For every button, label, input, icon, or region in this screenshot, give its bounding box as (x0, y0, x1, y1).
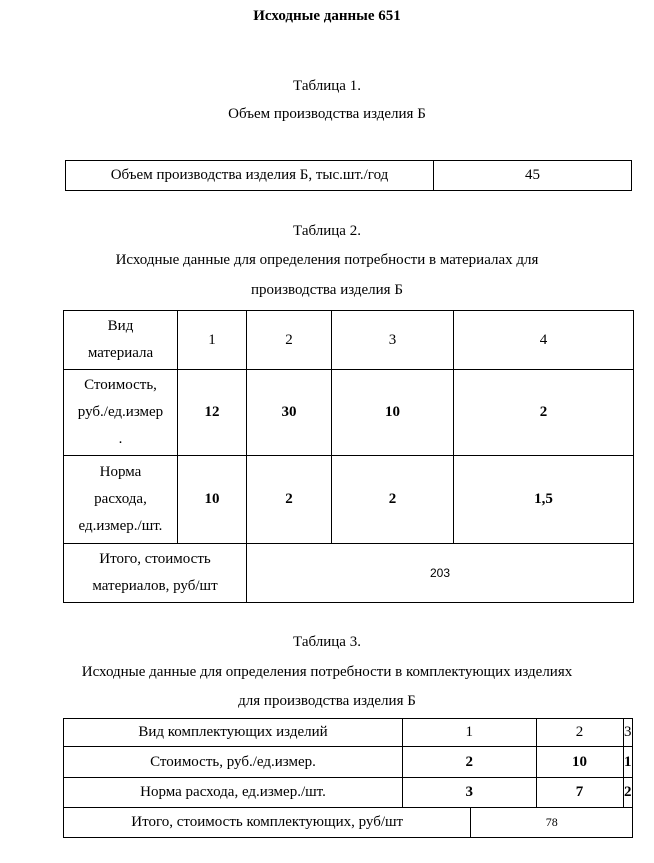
cell: 10 (332, 370, 454, 456)
col-header: 4 (454, 311, 634, 370)
col-header: 3 (332, 311, 454, 370)
row-label: Стоимость, (84, 377, 157, 393)
cell: 2 (623, 778, 632, 808)
col-header: 3 (623, 719, 632, 747)
row-label: материала (87, 345, 154, 361)
row-label: Итого, стоимость (99, 551, 211, 567)
table3-caption: Таблица 3. (293, 634, 361, 650)
cell: 2 (403, 747, 537, 778)
row-label: Норма (99, 464, 142, 480)
total-value: 78 (471, 808, 633, 838)
cell: 2 (247, 456, 332, 544)
table3-heading-1: Исходные данные для определения потребности в комплектующих изделиях (81, 664, 573, 680)
table1-heading: Объем производства изделия Б (228, 106, 426, 122)
col-header: 2 (536, 719, 623, 747)
table-row (64, 778, 633, 808)
row-label: Стоимость, руб./ед.измер. (64, 747, 403, 778)
table3 (63, 718, 633, 838)
row-label: ед.измер./шт. (78, 518, 163, 534)
col-header: 1 (178, 311, 247, 370)
table2-caption: Таблица 2. (293, 223, 361, 239)
table-row (64, 808, 633, 838)
table-row (64, 544, 634, 603)
cell: 2 (454, 370, 634, 456)
cell: 1 (623, 747, 632, 778)
table-row (64, 719, 633, 747)
row-label: Вид (107, 318, 134, 334)
page-title: Исходные данные 651 (253, 8, 401, 24)
cell: 10 (536, 747, 623, 778)
row-label: Вид комплектующих изделий (64, 719, 403, 747)
table2-heading-2: производства изделия Б (251, 282, 403, 298)
cell: 10 (178, 456, 247, 544)
row-label: Итого, стоимость комплектующих, руб/шт (64, 808, 471, 838)
table-row (64, 456, 634, 544)
row-label: руб./ед.измер (77, 404, 164, 420)
row-label: Норма расхода, ед.измер./шт. (64, 778, 403, 808)
table2 (63, 310, 634, 603)
cell: 2 (332, 456, 454, 544)
table-row (64, 370, 634, 456)
table1-caption: Таблица 1. (293, 78, 361, 94)
total-value: 203 (247, 544, 634, 603)
table-row (64, 747, 633, 778)
col-header: 2 (247, 311, 332, 370)
row-label: материалов, руб/шт (92, 578, 218, 594)
table1 (65, 160, 632, 191)
cell: 1,5 (454, 456, 634, 544)
table-row (64, 311, 634, 370)
table1-value: 45 (434, 161, 632, 191)
cell: 3 (403, 778, 537, 808)
row-label: . (118, 431, 123, 447)
row-label: расхода, (94, 491, 147, 507)
table3-heading-2: для производства изделия Б (238, 693, 416, 709)
cell: 30 (247, 370, 332, 456)
col-header: 1 (403, 719, 537, 747)
table1-label: Объем производства изделия Б, тыс.шт./год (66, 161, 434, 191)
table2-heading-1: Исходные данные для определения потребности в материалах для (115, 252, 539, 268)
cell: 7 (536, 778, 623, 808)
cell: 12 (178, 370, 247, 456)
